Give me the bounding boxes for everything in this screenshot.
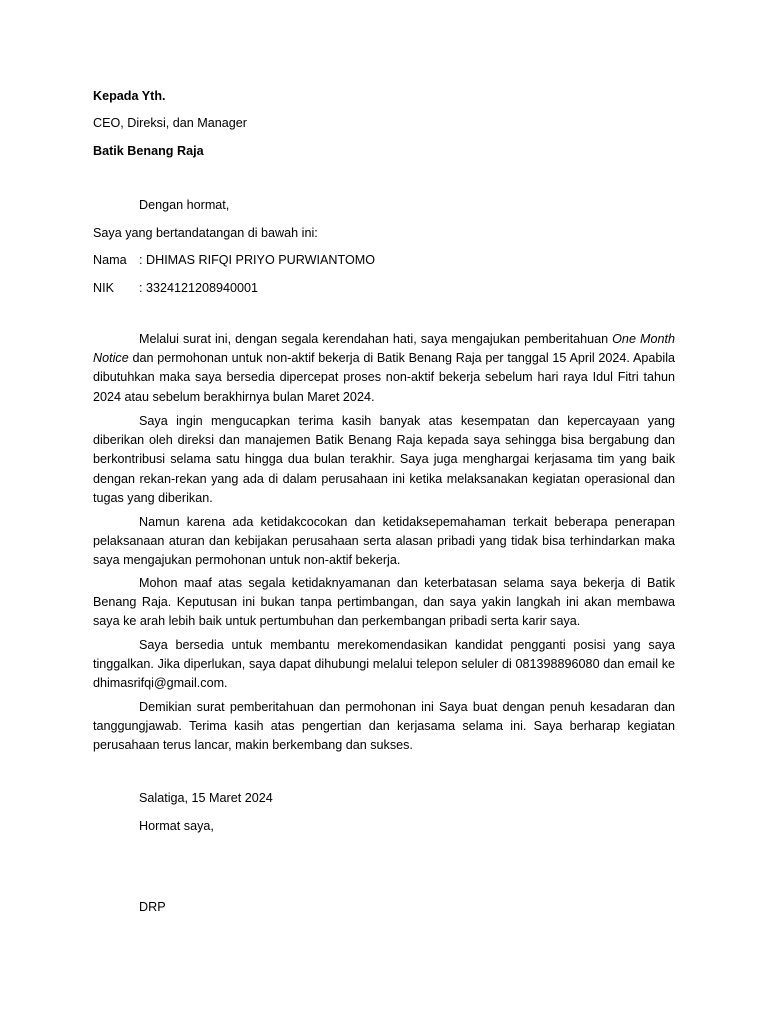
- name-label: Nama: [93, 253, 127, 267]
- paragraph-thanks: Saya ingin mengucapkan terima kasih banyak atas kesempatan dan kepercayaan yang diberikan oleh direksi dan manajemen Batik Benang Raja kepada saya sehingga bisa bergabung dan berkontribusi selama satu hingga dua bulan terakhir. Saya juga menghargai kerjasama tim yang baik dengan rekan-rekan yang ada di dalam perusahaan ini ketika melaksanakan kegiatan operasional dan tugas yang diberikan.: [93, 414, 675, 505]
- nik-label: NIK: [93, 281, 114, 295]
- paragraph-reason: Namun karena ada ketidakcocokan dan ketidaksepemahaman terkait beberapa penerapan pelaksanaan aturan dan kebijakan perusahaan serta alasan pribadi yang tidak bisa terhindarkan maka saya mengajukan permohonan untuk non-aktif bekerja.: [93, 515, 675, 568]
- greeting: Dengan hormat,: [139, 198, 230, 212]
- paragraph-notice: [93, 330, 675, 407]
- place-date: Salatiga, 15 Maret 2024: [139, 791, 273, 805]
- paragraph-notice-after: dan permohonan untuk non-aktif bekerja di Batik Benang Raja per tanggal 15 April 2024. Apabila dibutuhkan maka saya bersedia dipercepat proses non-aktif bekerja sebelum hari raya Idul Fitri tahun 2024 atau sebelum berakhirnya bulan Maret 2024.: [93, 351, 675, 404]
- signature: DRP: [139, 900, 166, 914]
- paragraph-apology: Mohon maaf atas segala ketidaknyamanan dan keterbatasan selama saya bekerja di Batik Benang Raja. Keputusan ini bukan tanpa pertimbangan, dan saya yakin langkah ini akan membawa saya ke arah lebih baik untuk pertumbuhan dan perkembangan pribadi serta karir saya.: [93, 576, 675, 629]
- paragraph-contact: Saya bersedia untuk membantu merekomendasikan kandidat pengganti posisi yang saya tinggalkan. Jika diperlukan, saya dapat dihubungi melalui telepon seluler di 081398896080 dan email ke dhimasrifqi@gmail.com.: [93, 638, 675, 691]
- paragraph-notice-before: Melalui surat ini, dengan segala kerendahan hati, saya mengajukan pemberitahuan: [139, 332, 613, 346]
- recipient-salutation: Kepada Yth.: [93, 89, 166, 103]
- paragraph-notice-emphasis: One Month Notice: [93, 332, 675, 366]
- name-value: : DHIMAS RIFQI PRIYO PURWIANTOMO: [139, 253, 376, 267]
- paragraph-closing: Demikian surat pemberitahuan dan permohonan ini Saya buat dengan penuh kesadaran dan tanggungjawab. Terima kasih atas pengertian dan kerjasama selama ini. Saya berharap kegiatan perusahaan terus lancar, makin berkembang dan sukses.: [93, 700, 675, 753]
- regards: Hormat saya,: [139, 819, 214, 833]
- nik-value: : 3324121208940001: [139, 281, 259, 295]
- intro-text: Saya yang bertandatangan di bawah ini:: [93, 226, 318, 240]
- recipient-company: Batik Benang Raja: [93, 144, 204, 158]
- recipient-positions: CEO, Direksi, dan Manager: [93, 116, 247, 130]
